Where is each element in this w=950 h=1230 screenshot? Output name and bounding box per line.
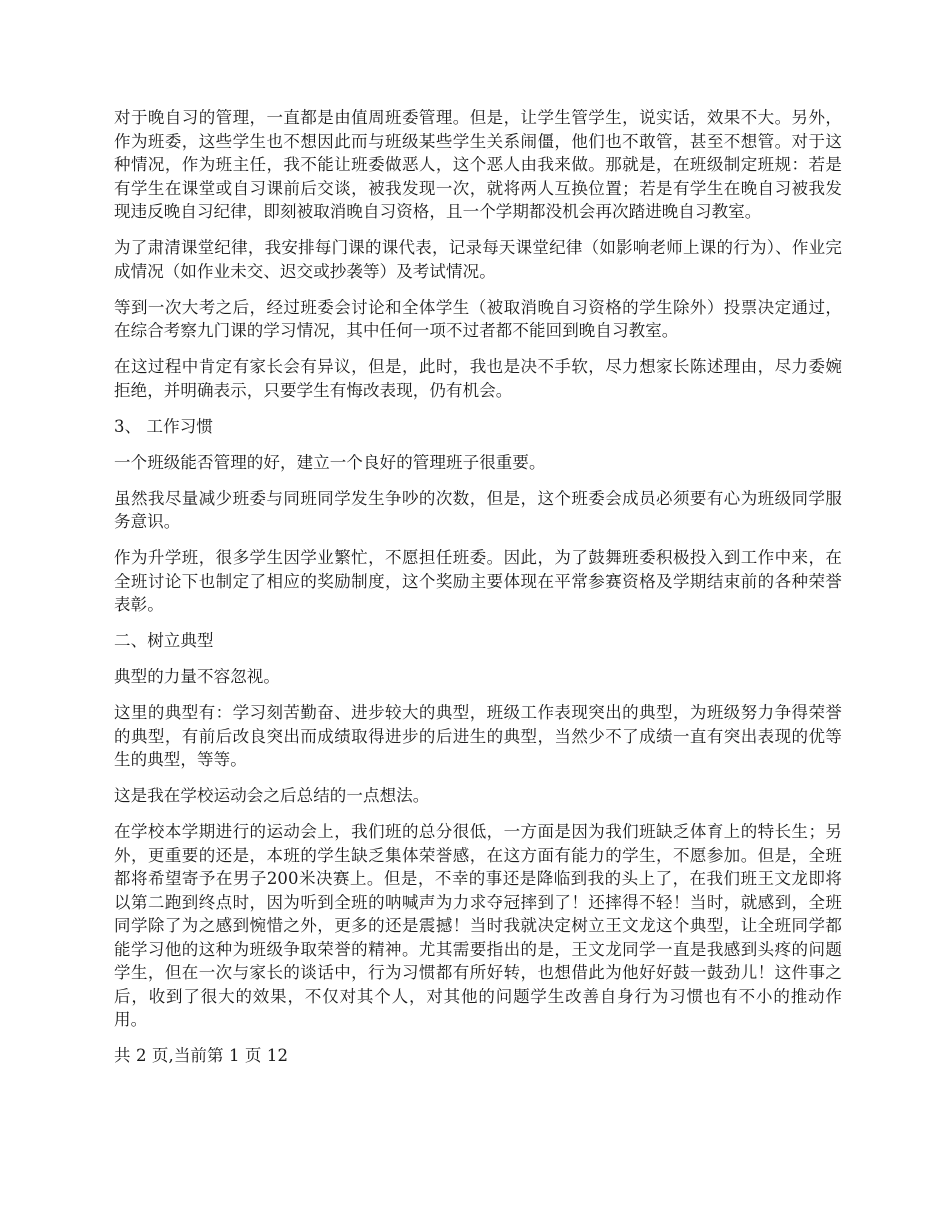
- paragraph-10: 典型的力量不容忽视。: [114, 667, 280, 686]
- paragraph-11: 这里的典型有：学习刻苦勤奋、进步较大的典型，班级工作表现突出的典型，为班级努力争得荣誉的典型，有前后改良突出而成绩取得进步的后进生的典型，当然少不了成绩一直有突出表现的优等生的典型，等等。: [114, 703, 842, 769]
- document-page: [114, 106, 842, 1080]
- paragraph-7: 虽然我尽量减少班委与同班同学发生争吵的次数，但是，这个班委会成员必须要有心为班级同学服务意识。: [114, 488, 842, 531]
- paragraph-12: 这是我在学校运动会之后总结的一点想法。: [114, 786, 430, 805]
- page-footer: 共 2 页,当前第 1 页 12: [114, 1046, 289, 1065]
- paragraph-4: 在这过程中肯定有家长会有异议，但是，此时，我也是决不手软，尽力想家长陈述理由，尽力委婉拒绝，并明确表示，只要学生有悔改表现，仍有机会。: [114, 357, 842, 400]
- paragraph-13: 在学校本学期进行的运动会上，我们班的总分很低，一方面是因为我们班缺乏体育上的特长生；另外，更重要的还是，本班的学生缺乏集体荣誉感，在这方面有能力的学生，不愿参加。但是，全班都将希望寄予在男子200米决赛上。但是，不幸的事还是降临到我的头上了，在我们班王文龙即将以第二跑到终点时，因为听到全班的呐喊声为力求夺冠摔到了！还摔得不轻！当时，就感到，全班同学除了为之感到惋惜之外，更多的还是震撼！当时我就决定树立王文龙这个典型，让全班同学都能学习他的这种为班级争取荣誉的精神。尤其需要指出的是，王文龙同学一直是我感到头疼的问题学生，但在一次与家长的谈话中，行为习惯都有所好转，也想借此为他好好鼓一鼓劲儿！这件事之后，收到了很大的效果，不仅对其个人，对其他的问题学生改善自身行为习惯也有不小的推动作用。: [114, 822, 842, 1029]
- paragraph-1: 对于晚自习的管理，一直都是由值周班委管理。但是，让学生管学生，说实话，效果不大。另外，作为班委，这些学生也不想因此而与班级某些学生关系闹僵，他们也不敢管，甚至不想管。对于这种情况，作为班主任，我不能让班委做恶人，这个恶人由我来做。那就是，在班级制定班规：若是有学生在课堂或自习课前后交谈，被我发现一次，就将两人互换位置；若是有学生在晚自习被我发现违反晚自习纪律，即刻被取消晚自习资格，且一个学期都没机会再次踏进晚自习教室。: [114, 108, 842, 221]
- paragraph-6: 一个班级能否管理的好，建立一个良好的管理班子很重要。: [114, 452, 546, 472]
- paragraph-3: 等到一次大考之后，经过班委会讨论和全体学生（被取消晚自习资格的学生除外）投票决定通过，在综合考察九门课的学习情况，其中任何一项不过者都不能回到晚自习教室。: [114, 297, 842, 340]
- section-heading-role-models: 二、树立典型: [114, 631, 214, 650]
- section-heading-work-habits: 3、 工作习惯: [114, 416, 213, 436]
- paragraph-2: 为了肃清课堂纪律，我安排每门课的课代表，记录每天课堂纪律（如影响老师上课的行为）、作业完成情况（如作业未交、迟交或抄袭等）及考试情况。: [114, 238, 842, 281]
- paragraph-8: 作为升学班，很多学生因学业繁忙，不愿担任班委。因此，为了鼓舞班委积极投入到工作中来，在全班讨论下也制定了相应的奖励制度，这个奖励主要体现在平常参赛资格及学期结束前的各种荣誉表彰。: [114, 548, 842, 614]
